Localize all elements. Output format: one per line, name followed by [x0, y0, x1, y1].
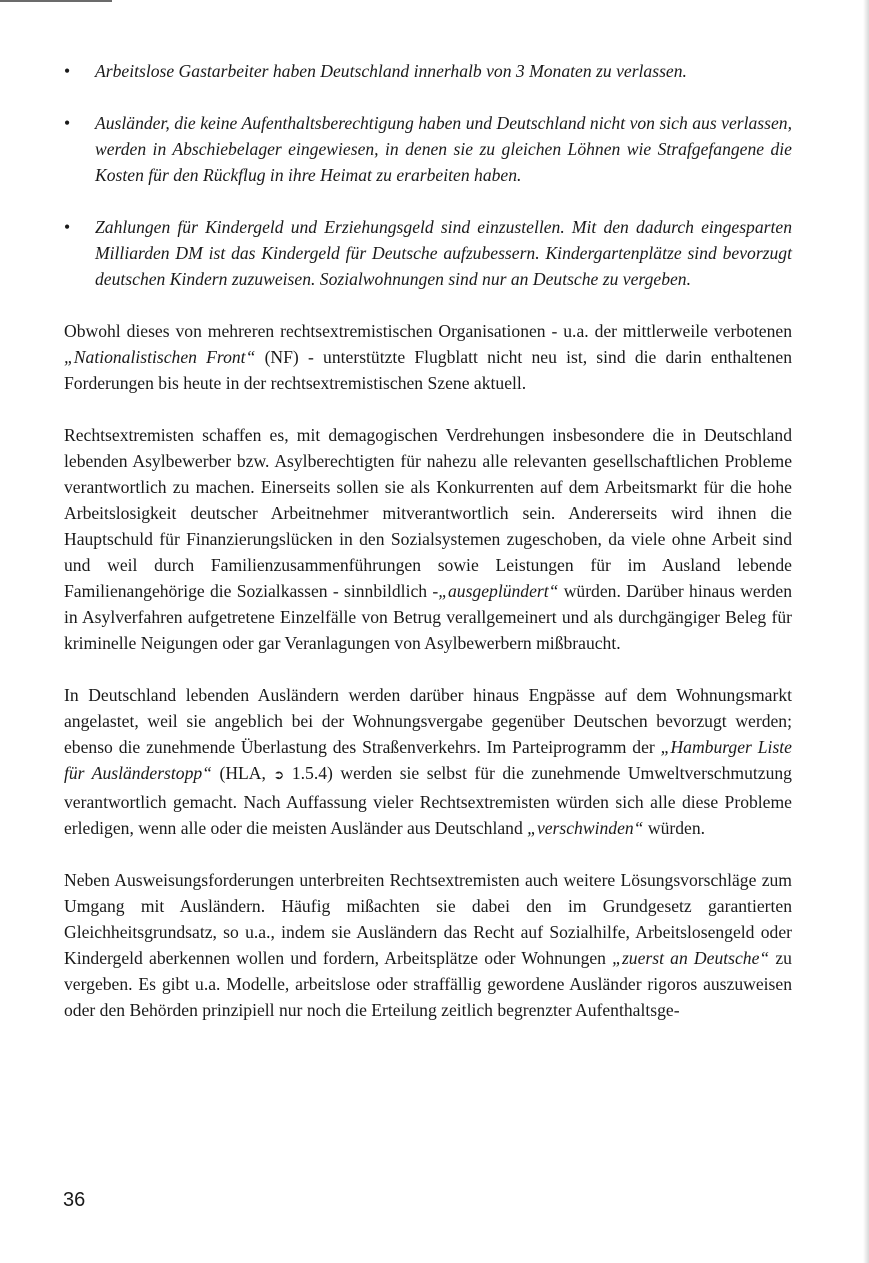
party-name: „Hamburger Liste für Ausländerstopp“ — [64, 737, 792, 783]
quoted-term: „verschwinden“ — [527, 818, 644, 838]
paragraph-wohnungsmarkt: In Deutschland lebenden Ausländern werden darüber hinaus Engpässe auf dem Wohnungsmarkt angelastet, weil sie angeblich bei der Wohnungsvergabe gegenüber Deutschen bevorzugt werden; ebenso die zunehmende Überlastung des Straßenverkehrs. Im Parteiprogramm der „Hamburger Liste für Ausländerstopp“ (HLA, ➲ 1.5.4) werden sie selbst für die zunehmende Umweltverschmutzung verantwortlich gemacht. Nach Auffassung vieler Rechtsextremisten würden sich alle diese Probleme erledigen, wenn alle oder die meisten Ausländer aus Deutschland „verschwinden“ würden. — [64, 685, 792, 838]
quoted-term: „ausgeplündert“ — [438, 581, 559, 601]
paragraph-asylbewerber: Rechtsextremisten schaffen es, mit demagogischen Verdrehungen insbesondere die in Deutschland lebenden Asylbewerber bzw. Asylberechtigten für nahezu alle relevanten gesellschaftlichen Probleme verantwortlich zu machen. Einerseits sollen sie als Konkurrenten auf dem Arbeitsmarkt für die hohe Arbeitslosigkeit deutscher Arbeitnehmer mitverantwortlich sein. Andererseits wird ihnen die Hauptschuld für Finanzierungslücken in den Sozialsystemen zugeschoben, da viele ohne Arbeit sind und weil durch Familienzusammenführungen sowie Leistungen für im Ausland lebende Familienangehörige die Sozialkassen - sinnbildlich -„ausgeplündert“ würden. Darüber hinaus werden in Asylverfahren aufgetretene Einzelfälle von Betrug verallgemeinert und als durchgängiger Beleg für kriminelle Neigungen oder gar Veranlagungen von Asylbewerbern mißbraucht. — [64, 425, 792, 653]
paragraph-loesungsvorschlaege: Neben Ausweisungsforderungen unterbreiten Rechtsextremisten auch weitere Lösungsvorschläge zum Umgang mit Ausländern. Häufig mißachten sie dabei den im Grundgesetz garantierten Gleichheitsgrundsatz, so u.a., indem sie Ausländern das Recht auf Sozialhilfe, Arbeitslosengeld oder Kindergeld aberkennen wollen und fordern, Arbeitsplätze oder Wohnungen „zuerst an Deutsche“ zu vergeben. Es gibt u.a. Modelle, arbeitslose oder straffällig gewordene Ausländer rigoros auszuweisen oder den Behörden prinzipiell nur noch die Erteilung zeitlich begrenzter Aufenthaltsge- — [64, 870, 792, 1020]
organisation-name: „Nationalistischen Front“ — [64, 347, 256, 367]
page-number: 36 — [63, 1189, 86, 1211]
page-edge-shadow — [863, 0, 869, 1263]
page-content — [64, 58, 792, 1049]
demand-item: • Zahlungen für Kindergeld und Erziehungsgeld sind einzustellen. Mit den dadurch eingesparten Milliarden DM ist das Kindergeld für Deutsche aufzubessern. Kindergartenplätze sind bevorzugt deutschen Kindern zuzuweisen. Sozialwohnungen sind nur an Deutsche zu vergeben. — [64, 214, 792, 292]
quoted-term: „zuerst an Deutsche“ — [612, 948, 770, 968]
demand-item: • Ausländer, die keine Aufenthaltsberechtigung haben und Deutschland nicht von sich aus verlassen, werden in Abschiebelager eingewiesen, in denen sie zu gleichen Löhnen wie Strafgefangene die Kosten für den Rückflug in ihre Heimat zu erarbeiten haben. — [64, 110, 792, 188]
demands-list — [64, 58, 792, 292]
cross-reference-arrow-icon: ➲ — [273, 768, 285, 783]
top-rule — [0, 0, 112, 2]
demand-item: • Arbeitslose Gastarbeiter haben Deutschland innerhalb von 3 Monaten zu verlassen. — [64, 58, 792, 84]
paragraph-flugblatt: Obwohl dieses von mehreren rechtsextremistischen Organisationen - u.a. der mittlerweile verbotenen „Nationalistischen Front“ (NF) - unterstützte Flugblatt nicht neu ist, sind die darin enthaltenen Forderungen bis heute in der rechtsextremistischen Szene aktuell. — [64, 321, 792, 393]
